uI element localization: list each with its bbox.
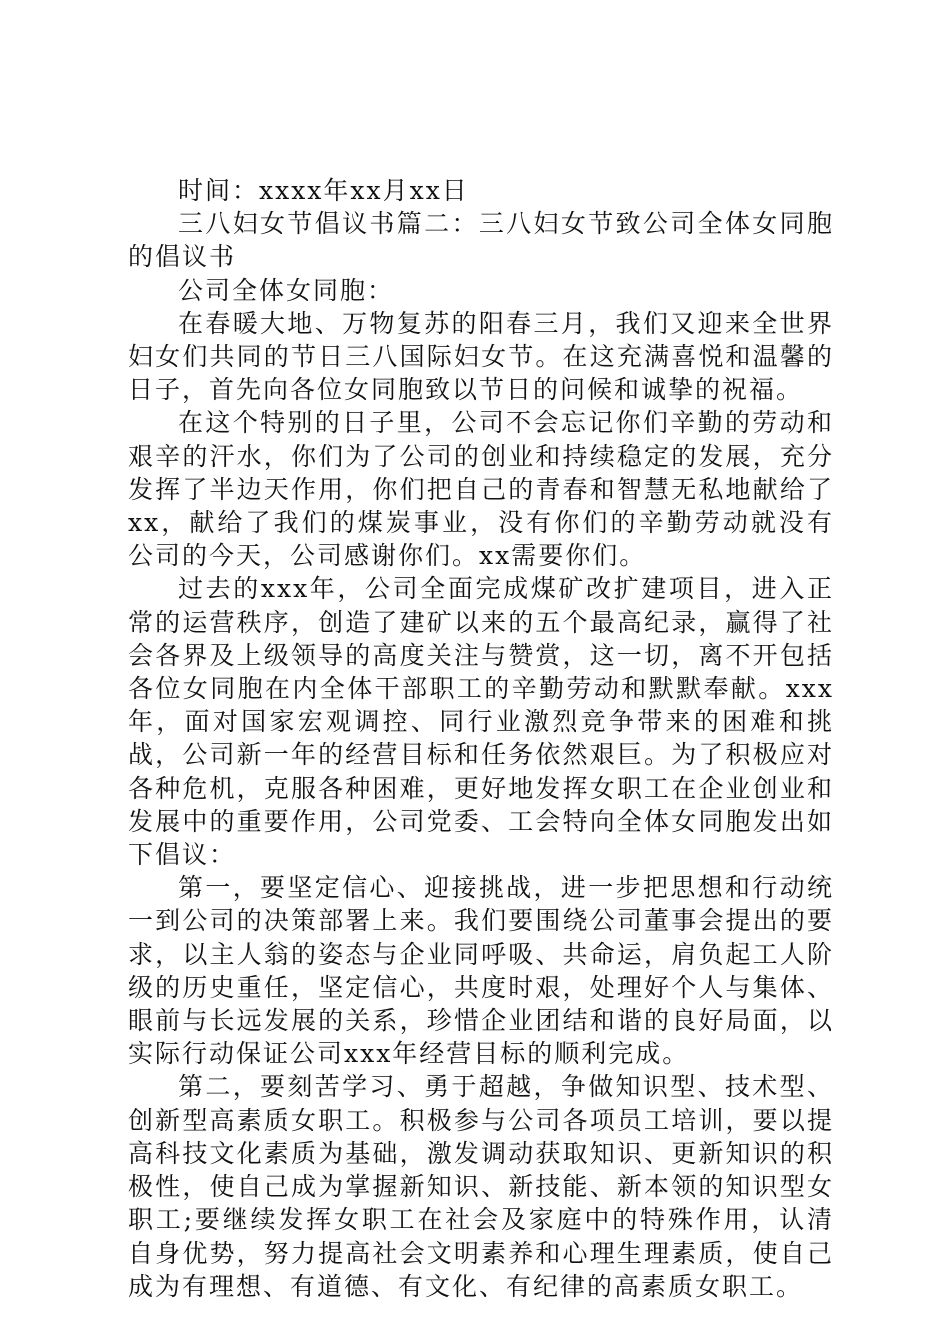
document-body — [128, 174, 834, 1303]
paragraph: 第一，要坚定信心、迎接挑战，进一步把思想和行动统一到公司的决策部署上来。我们要围绕公司董事会提出的要求，以主人翁的姿态与企业同呼吸、共命运，肩负起工人阶级的历史重任，坚定信心，共度时艰，处理好个人与集体、眼前与长远发展的关系，珍惜企业团结和谐的良好局面，以实际行动保证公司xxx年经营目标的顺利完成。 — [128, 873, 834, 1069]
salutation: 公司全体女同胞： — [178, 275, 395, 305]
document-title: 三八妇女节倡议书篇二：三八妇女节致公司全体女同胞的倡议书 — [128, 209, 834, 272]
date-line: 时间：xxxx年xx月xx日 — [178, 176, 469, 205]
paragraph: 在这个特别的日子里，公司不会忘记你们辛勤的劳动和艰辛的汗水，你们为了公司的创业和持续稳定的发展，充分发挥了半边天作用，你们把自己的青春和智慧无私地献给了xx，献给了我们的煤炭事业，没有你们的辛勤劳动就没有公司的今天，公司感谢你们。xx需要你们。 — [128, 408, 834, 571]
paragraph: 第二，要刻苦学习、勇于超越，争做知识型、技术型、创新型高素质女职工。积极参与公司各项员工培训，要以提高科技文化素质为基础，激发调动获取知识、更新知识的积极性，使自己成为掌握新知识、新技能、新本领的知识型女职工;要继续发挥女职工在社会及家庭中的特殊作用，认清自身优势，努力提高社会文明素养和心理生理素质，使自己成为有理想、有道德、有文化、有纪律的高素质女职工。 — [128, 1072, 834, 1301]
paragraph: 过去的xxx年，公司全面完成煤矿改扩建项目，进入正常的运营秩序，创造了建矿以来的五个最高纪录，赢得了社会各界及上级领导的高度关注与赞赏，这一切，离不开包括各位女同胞在内全体干部职工的辛勤劳动和默默奉献。xxx年，面对国家宏观调控、同行业激烈竞争带来的困难和挑战，公司新一年的经营目标和任务依然艰巨。为了积极应对各种危机，克服各种困难，更好地发挥女职工在企业创业和发展中的重要作用，公司党委、工会特向全体女同胞发出如下倡议： — [128, 574, 834, 870]
paragraph: 在春暖大地、万物复苏的阳春三月，我们又迎来全世界妇女们共同的节日三八国际妇女节。在这充满喜悦和温馨的日子，首先向各位女同胞致以节日的问候和诚挚的祝福。 — [128, 308, 834, 405]
